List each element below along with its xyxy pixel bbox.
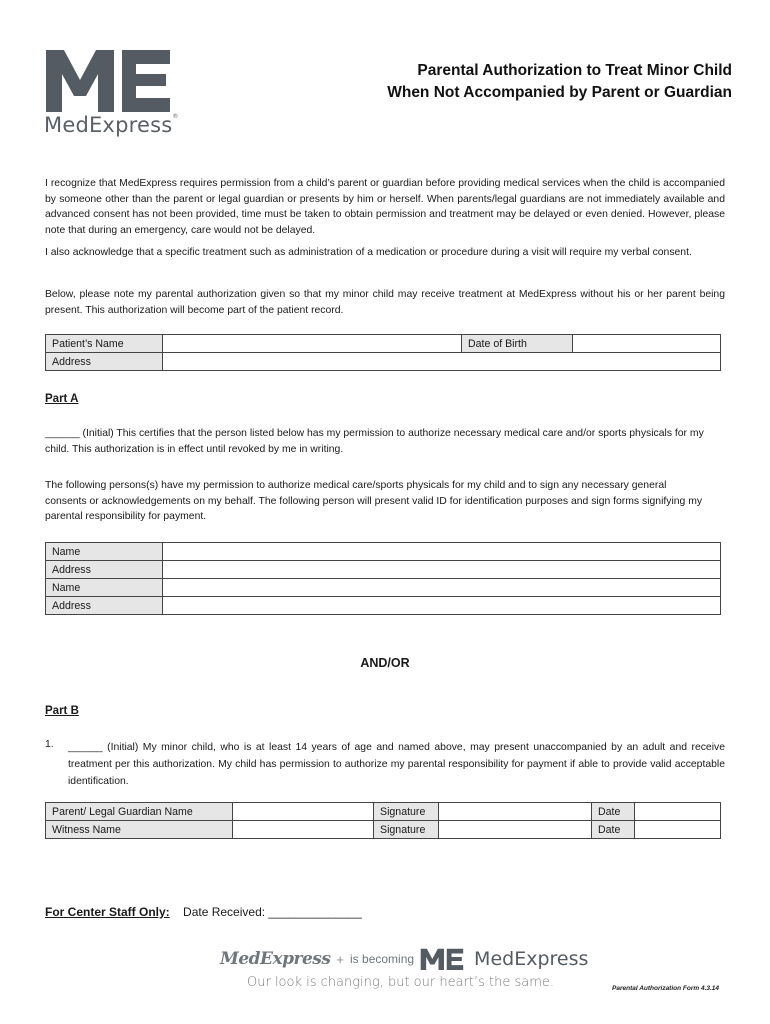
table-row xyxy=(46,579,721,597)
new-brand-name: MedExpress xyxy=(474,948,589,970)
person-1-address-label: Address xyxy=(46,561,163,579)
dob-label: Date of Birth xyxy=(462,335,573,353)
guardian-signature-field[interactable] xyxy=(439,803,592,821)
brand-name: MedExpress® xyxy=(44,113,179,137)
page-title xyxy=(387,60,732,104)
table-row xyxy=(46,597,721,615)
dob-field[interactable] xyxy=(573,335,721,353)
guardian-date-label: Date xyxy=(592,803,635,821)
address-field[interactable] xyxy=(163,353,721,371)
becoming-text: is becoming xyxy=(350,952,415,966)
part-b-heading: Part B xyxy=(45,705,79,717)
table-row xyxy=(46,561,721,579)
part-b-item-number: 1. xyxy=(45,739,54,750)
person-2-name-field[interactable] xyxy=(163,579,721,597)
form-id: Parental Authorization Form 4.3.14 xyxy=(612,985,720,992)
part-a-heading: Part A xyxy=(45,393,79,405)
table-row xyxy=(46,335,721,353)
patient-info-table xyxy=(45,334,721,371)
person-1-name-field[interactable] xyxy=(163,543,721,561)
title-line-2: When Not Accompanied by Parent or Guardian xyxy=(387,84,732,101)
and-or-divider: AND/OR xyxy=(360,656,410,670)
guardian-name-label: Parent/ Legal Guardian Name xyxy=(46,803,233,821)
address-label: Address xyxy=(46,353,163,371)
title-line-1: Parental Authorization to Treat Minor Child xyxy=(417,62,732,79)
guardian-signature-label: Signature xyxy=(374,803,439,821)
patient-name-label: Patient’s Name xyxy=(46,335,163,353)
new-monogram-icon xyxy=(420,948,468,970)
old-brand-logo: MedExpress xyxy=(220,949,331,969)
date-received-field[interactable]: ______________ xyxy=(268,905,362,919)
guardian-name-field[interactable] xyxy=(233,803,374,821)
witness-date-label: Date xyxy=(592,821,635,839)
part-a-initial-paragraph: ______ (Initial) This certifies that the person listed below has my permission to authorize necessary medical care and/or sports physicals for my child. This authorization is in effect until revoked by me in writing. xyxy=(45,428,704,455)
staff-only-section xyxy=(45,905,362,919)
table-row xyxy=(46,353,721,371)
person-1-name-label: Name xyxy=(46,543,163,561)
witness-name-field[interactable] xyxy=(233,821,374,839)
footer-branding xyxy=(220,948,588,970)
patient-name-field[interactable] xyxy=(163,335,462,353)
intro-paragraph-3: Below, please note my parental authorization given so that my minor child may receive treatment at MedExpress without his or her parent being present. This authorization will become part of the patient record. xyxy=(45,289,725,316)
plus-icon: + xyxy=(336,951,345,967)
person-1-address-field[interactable] xyxy=(163,561,721,579)
authorized-persons-table xyxy=(45,542,721,615)
part-b-initial-paragraph: ______ (Initial) My minor child, who is at least 14 years of age and named above, may present unaccompanied by an adult and receive treatment per this authorization. My child has permission to authorize my parental responsibility for payment if able to provide valid acceptable identification. xyxy=(68,742,725,787)
witness-date-field[interactable] xyxy=(635,821,721,839)
intro-paragraph-2: I also acknowledge that a specific treatment such as administration of a medication or procedure during a visit will require my verbal consent. xyxy=(45,247,692,258)
part-a-persons-paragraph: The following persons(s) have my permission to authorize medical care/sports physicals for my child and to sign any necessary general consents or acknowledgements on my behalf. The following person will present valid ID for identification purposes and sign forms signifying my parental responsibility for payment. xyxy=(45,480,703,522)
table-row xyxy=(46,821,721,839)
footer-tagline: Our look is changing, but our heart’s the same. xyxy=(247,975,555,990)
person-2-address-label: Address xyxy=(46,597,163,615)
guardian-date-field[interactable] xyxy=(635,803,721,821)
intro-paragraph-1: I recognize that MedExpress requires permission from a child’s parent or guardian before providing medical services when the child is accompanied by someone other than the parent or legal guardian or presents by him or herself. When parents/legal guardians are not immediately available and advanced consent has not been provided, time must be taken to obtain permission and treatment may be delayed or even denied. However, please note that during an emergency, care would not be delayed. xyxy=(45,178,725,236)
table-row xyxy=(46,803,721,821)
date-received-label: Date Received: xyxy=(183,905,266,919)
table-row xyxy=(46,543,721,561)
person-2-name-label: Name xyxy=(46,579,163,597)
signature-table xyxy=(45,802,721,839)
witness-signature-field[interactable] xyxy=(439,821,592,839)
person-2-address-field[interactable] xyxy=(163,597,721,615)
witness-signature-label: Signature xyxy=(374,821,439,839)
witness-name-label: Witness Name xyxy=(46,821,233,839)
staff-only-label: For Center Staff Only: xyxy=(45,905,170,919)
